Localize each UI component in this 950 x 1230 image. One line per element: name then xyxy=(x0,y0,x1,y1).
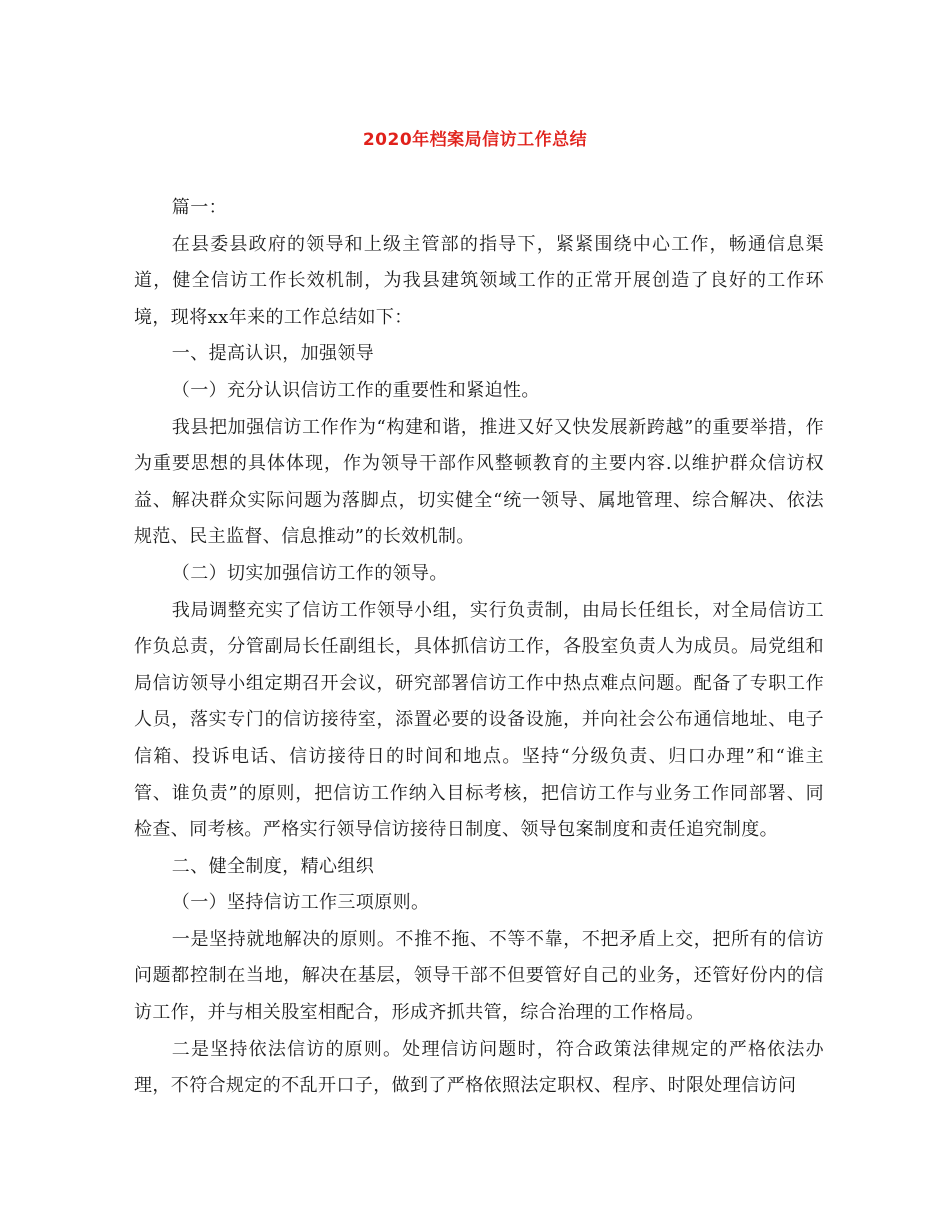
paragraph: 我县把加强信访工作作为“构建和谐，推进又好又快发展新跨越”的重要举措，作为重要思想的具体体现，作为领导干部作风整顿教育的主要内容.以维护群众信访权益、解决群众实际问题为落脚点，切实健全“统一领导、属地管理、综合解决、依法规范、民主监督、信息推动”的长效机制。 xyxy=(134,416,824,548)
subsection-heading: （二）切实加强信访工作的领导。 xyxy=(171,562,448,584)
subsection-heading: （一）坚持信访工作三项原则。 xyxy=(171,892,430,914)
document-title: 2020年档案局信访工作总结 xyxy=(362,130,588,150)
paragraph: 我局调整充实了信访工作领导小组，实行负责制，由局长任组长，对全局信访工作负总责，分管副局长任副组长，具体抓信访工作，各股室负责人为成员。局党组和局信访领导小组定期召开会议，研究部署信访工作中热点难点问题。配备了专职工作人员，落实专门的信访接待室，添置必要的设备设施，并向社会公布通信地址、电子信箱、投诉电话、信访接待日的时间和地点。坚持“分级负责、归口办理”和“谁主管、谁负责”的原则，把信访工作纳入目标考核，把信访工作与业务工作同部署、同检查、同考核。严格实行领导信访接待日制度、领导包案制度和责任追究制度。 xyxy=(134,599,824,841)
document-body xyxy=(134,190,824,1105)
paragraph: 二是坚持依法信访的原则。处理信访问题时，符合政策法律规定的严格依法办理，不符合规定的不乱开口子，做到了严格依照法定职权、程序、时限处理信访问 xyxy=(134,1038,824,1097)
section-heading: 一、提高认识，加强领导 xyxy=(171,343,375,365)
paragraph: 在县委县政府的领导和上级主管部的指导下，紧紧围绕中心工作，畅通信息渠道，健全信访工作长效机制，为我县建筑领域工作的正常开展创造了良好的工作环境，现将xx年来的工作总结如下： xyxy=(134,233,824,328)
paragraph-intro: 篇一： xyxy=(171,197,227,218)
subsection-heading: （一）充分认识信访工作的重要性和紧迫性。 xyxy=(171,379,540,401)
section-heading: 二、健全制度，精心组织 xyxy=(171,855,375,877)
paragraph: 一是坚持就地解决的原则。不推不拖、不等不靠，不把矛盾上交，把所有的信访问题都控制在当地，解决在基层，领导干部不但要管好自己的业务，还管好份内的信访工作，并与相关股室相配合，形成齐抓共管，综合治理的工作格局。 xyxy=(134,928,824,1024)
